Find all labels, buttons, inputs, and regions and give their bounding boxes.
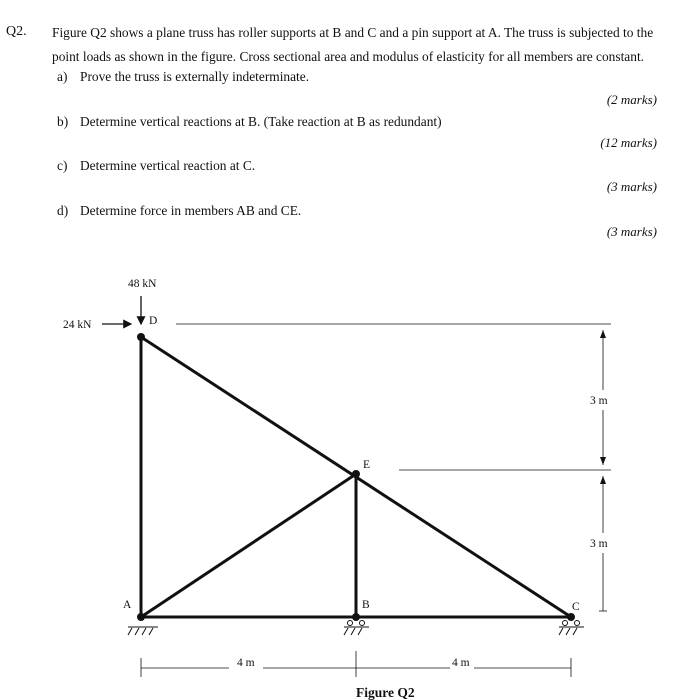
dimension-lines [141, 324, 611, 677]
part-a-label: a) [57, 69, 68, 84]
part-c-text: Determine vertical reaction at C. [80, 158, 256, 173]
part-c-marks: (3 marks) [606, 179, 657, 194]
question-intro-line-2: point loads as shown in the figure. Cross sectional area and modulus of elasticity for all members are constant. [52, 49, 645, 64]
part-a-marks: (2 marks) [606, 92, 657, 107]
part-a-text: Prove the truss is externally indeterminate. [80, 69, 310, 84]
part-d-marks: (3 marks) [606, 224, 657, 239]
roller-support-B [344, 621, 369, 636]
joint-C [567, 613, 575, 621]
joint-D [137, 333, 145, 341]
roller-support-C [559, 621, 584, 636]
load-vertical-label: 48 kN [128, 278, 157, 290]
part-d-text: Determine force in members AB and CE. [80, 203, 302, 218]
node-label-D: D [149, 315, 158, 327]
dimension-height-lower: 3 m [590, 538, 608, 550]
node-label-A: A [123, 599, 132, 611]
dimension-span-right: 4 m [452, 657, 470, 669]
load-horizontal-label: 24 kN [63, 319, 92, 331]
question-intro-line-1: Figure Q2 shows a plane truss has roller supports at B and C and a pin support at A. The truss is subjected to the [52, 25, 654, 40]
part-c-label: c) [57, 158, 68, 173]
node-label-E: E [363, 459, 371, 471]
node-label-B: B [362, 599, 370, 611]
part-d-label: d) [57, 203, 69, 218]
member-AE [141, 474, 356, 617]
part-b-label: b) [57, 114, 69, 129]
part-b-text: Determine vertical reactions at B. (Take reaction at B as redundant) [80, 114, 442, 129]
dimension-height-upper: 3 m [590, 395, 608, 407]
part-b-marks: (12 marks) [600, 135, 657, 150]
joint-E [352, 470, 360, 478]
node-label-C: C [572, 601, 580, 613]
figure-caption: Figure Q2 [356, 685, 415, 700]
question-number: Q2. [6, 24, 27, 39]
joint-B [352, 613, 360, 621]
joint-A [137, 613, 145, 621]
dimension-span-left: 4 m [237, 657, 255, 669]
pin-support-A [128, 627, 158, 635]
